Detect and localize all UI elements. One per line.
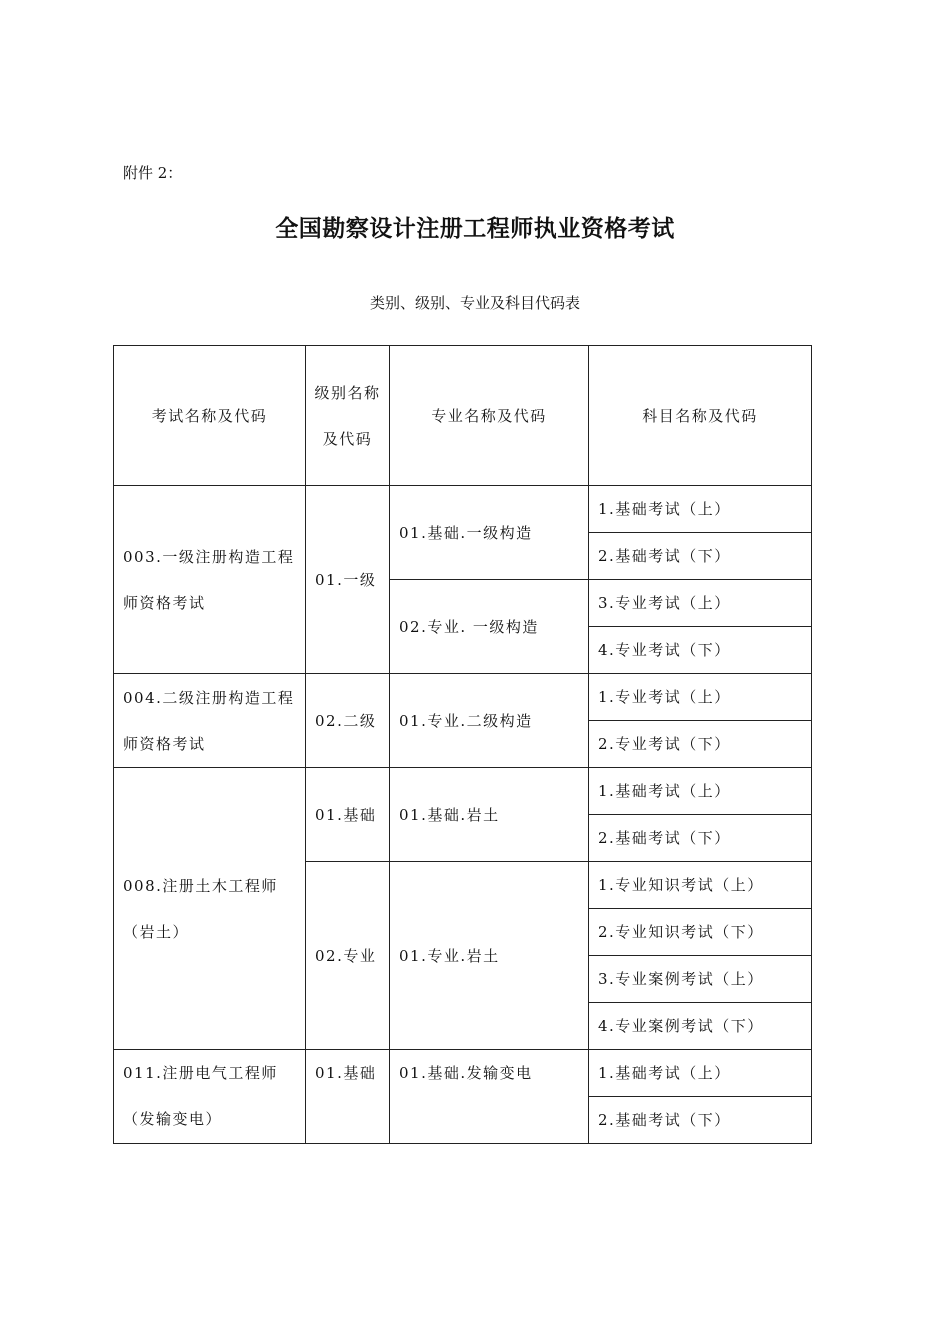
subject-cell: 2.基础考试（下） [589, 1097, 812, 1144]
document-title: 全国勘察设计注册工程师执业资格考试 [275, 215, 675, 242]
major-cell: 01.基础.发输变电 [390, 1050, 589, 1144]
subject-cell: 2.基础考试（下） [589, 533, 812, 580]
major-cell: 01.专业.二级构造 [390, 674, 589, 768]
code-table [113, 345, 812, 1144]
major-cell: 02.专业. 一级构造 [390, 580, 589, 674]
subject-cell: 2.专业考试（下） [589, 721, 812, 768]
document-subtitle: 类别、级别、专业及科目代码表 [369, 294, 580, 312]
exam-name-cell: 011.注册电气工程师（发输变电） [114, 1050, 306, 1144]
subject-cell: 1.基础考试（上） [589, 768, 812, 815]
exam-name-cell: 003.一级注册构造工程师资格考试 [114, 486, 306, 674]
table-row [114, 1050, 812, 1097]
subject-cell: 3.专业案例考试（上） [589, 956, 812, 1003]
column-header: 专业名称及代码 [390, 346, 589, 486]
subject-cell: 1.基础考试（上） [589, 486, 812, 533]
major-cell: 01.基础.一级构造 [390, 486, 589, 580]
level-cell: 01.基础 [306, 768, 390, 862]
table-row [114, 674, 812, 721]
subject-cell: 2.基础考试（下） [589, 815, 812, 862]
major-cell: 01.基础.岩土 [390, 768, 589, 862]
subject-cell: 3.专业考试（上） [589, 580, 812, 627]
subject-cell: 4.专业案例考试（下） [589, 1003, 812, 1050]
level-cell: 02.专业 [306, 862, 390, 1050]
level-cell: 02.二级 [306, 674, 390, 768]
major-cell: 01.专业.岩土 [390, 862, 589, 1050]
exam-name-cell: 004.二级注册构造工程师资格考试 [114, 674, 306, 768]
level-cell: 01.一级 [306, 486, 390, 674]
table-header-row [114, 346, 812, 486]
table-row [114, 486, 812, 533]
subject-cell: 1.专业知识考试（上） [589, 862, 812, 909]
subject-cell: 4.专业考试（下） [589, 627, 812, 674]
attachment-label: 附件 2： [123, 164, 183, 182]
column-header: 级别名称及代码 [306, 346, 390, 486]
subject-cell: 2.专业知识考试（下） [589, 909, 812, 956]
table-row [114, 768, 812, 815]
column-header: 考试名称及代码 [114, 346, 306, 486]
subject-cell: 1.基础考试（上） [589, 1050, 812, 1097]
exam-name-cell: 008.注册土木工程师（岩土） [114, 768, 306, 1050]
subject-cell: 1.专业考试（上） [589, 674, 812, 721]
column-header: 科目名称及代码 [589, 346, 812, 486]
level-cell: 01.基础 [306, 1050, 390, 1144]
